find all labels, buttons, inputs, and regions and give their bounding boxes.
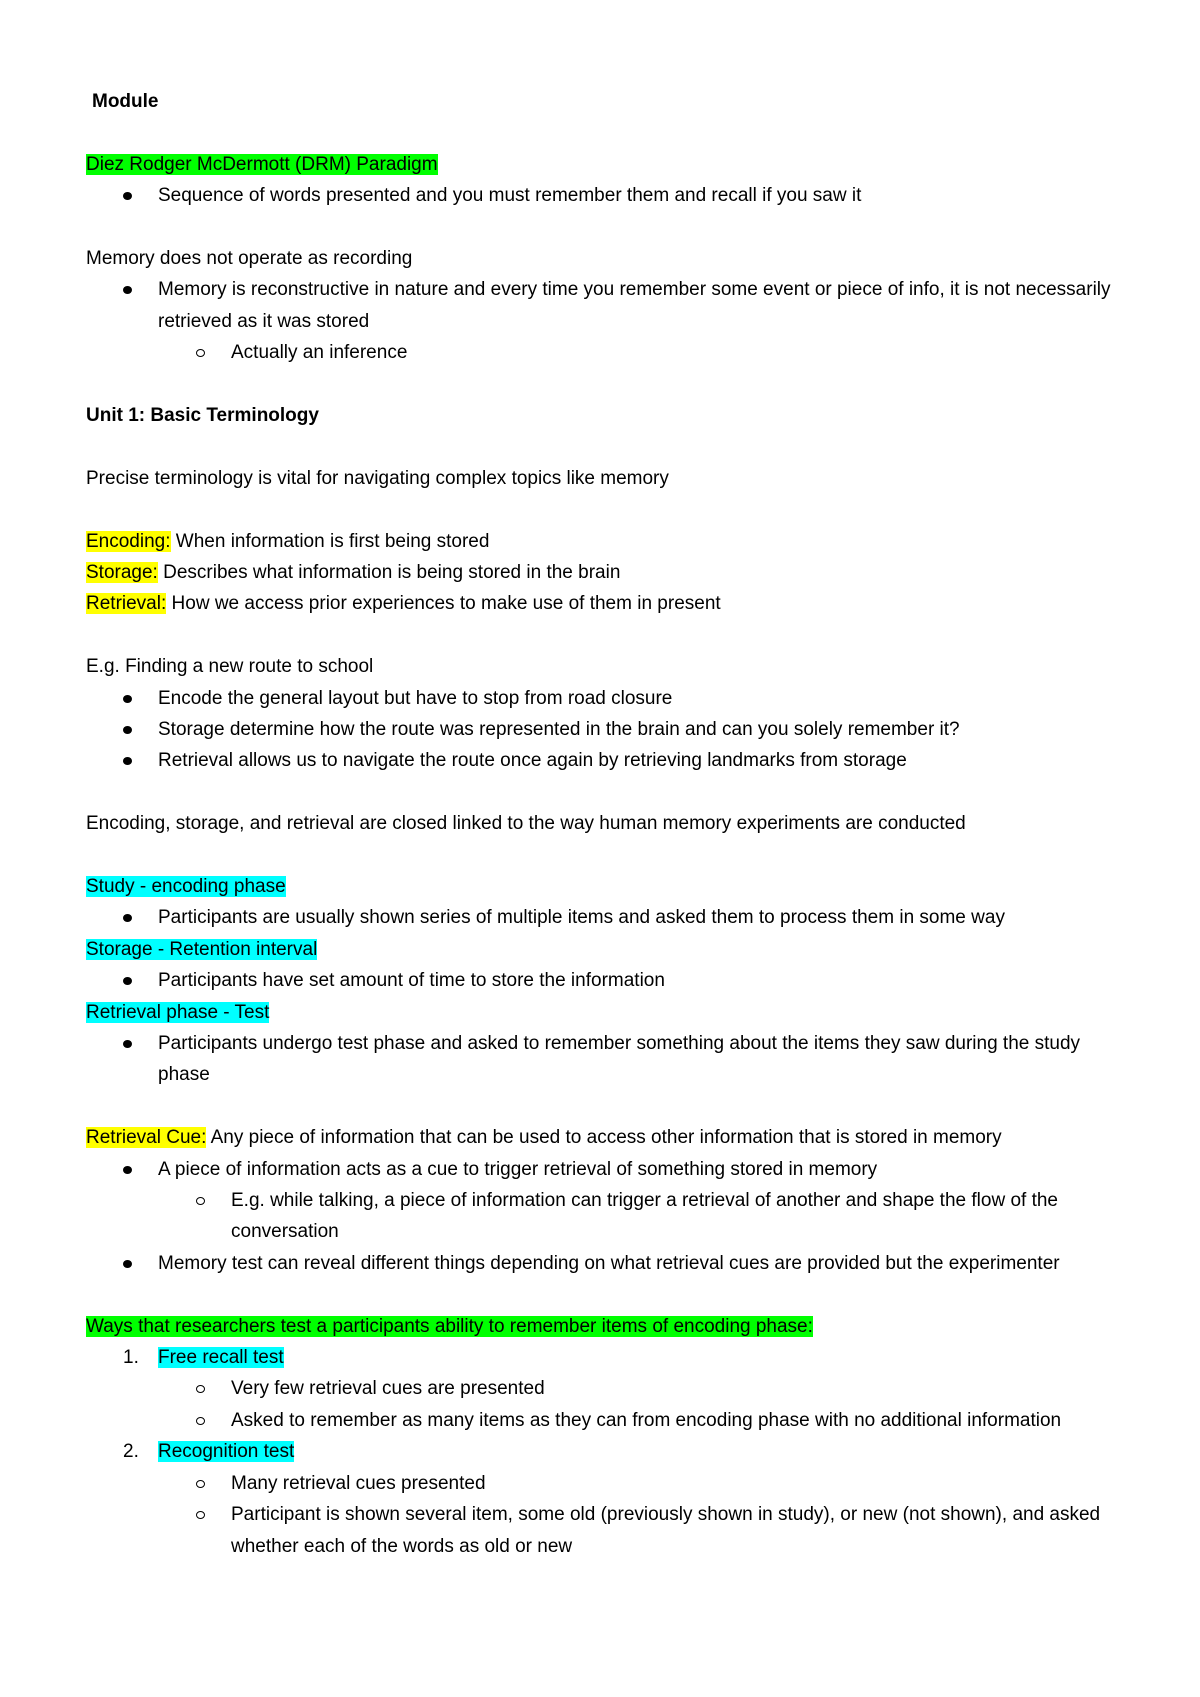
numbered-sub-bullet xyxy=(86,1405,1126,1436)
retrieval-cue-sub-bullet xyxy=(86,1185,1126,1248)
blank-line xyxy=(86,494,1126,525)
drm-heading-text: Diez Rodger McDermott (DRM) Paradigm xyxy=(86,153,438,175)
phase-heading-text: Storage - Retention interval xyxy=(86,938,318,960)
example-bullet-text: Retrieval allows us to navigate the route once again by retrieving landmarks from storage xyxy=(158,750,907,772)
numbered-sub-bullet xyxy=(86,1499,1126,1562)
numbered-item-recognition xyxy=(86,1436,1126,1467)
drm-heading xyxy=(86,149,1126,180)
blank-line xyxy=(86,620,1126,651)
retrieval-cue-bullet xyxy=(86,1248,1126,1279)
term-definition: Any piece of information that can be used to access other information that is stored in memory xyxy=(206,1127,1002,1149)
example-bullet-text: Storage determine how the route was represented in the brain and can you solely remember it? xyxy=(158,719,960,741)
example-bullet xyxy=(86,714,1126,745)
bullet-dot-icon xyxy=(123,757,132,765)
example-bullet-text: Encode the general layout but have to stop from road closure xyxy=(158,687,673,709)
bullet-dot-icon xyxy=(123,914,132,922)
term-label: Retrieval Cue: xyxy=(86,1127,207,1149)
bullet-dot-icon xyxy=(123,1166,132,1174)
unit-heading: Unit 1: Basic Terminology xyxy=(86,405,319,426)
example-heading: E.g. Finding a new route to school xyxy=(86,656,374,678)
phase-bullet-text: Participants undergo test phase and asked to remember something about the items they saw during the study phase xyxy=(158,1033,1081,1086)
memory-heading: Memory does not operate as recording xyxy=(86,247,413,269)
bullet-dot-icon xyxy=(123,1040,132,1048)
phase-bullet xyxy=(86,965,1126,996)
phase-bullet-text: Participants are usually shown series of multiple items and asked them to process them in some way xyxy=(158,907,1005,929)
numbered-sub-text: Very few retrieval cues are presented xyxy=(231,1378,545,1400)
list-number: 1. xyxy=(123,1347,139,1369)
example-bullet xyxy=(86,683,1126,714)
list-number: 2. xyxy=(123,1441,139,1463)
retrieval-cue-sub-text: E.g. while talking, a piece of information can trigger a retrieval of another and shape the flow of the conversation xyxy=(231,1190,1058,1243)
numbered-sub-bullet xyxy=(86,1468,1126,1499)
example-bullet xyxy=(86,745,1126,776)
bullet-dot-icon xyxy=(123,1260,132,1268)
memory-sub-text: Actually an inference xyxy=(231,342,408,364)
numbered-sub-bullet xyxy=(86,1373,1126,1404)
numbered-item-free-recall xyxy=(86,1342,1126,1373)
term-definition: How we access prior experiences to make use of them in present xyxy=(166,593,721,615)
hollow-circle-icon xyxy=(196,1417,205,1425)
numbered-sub-text: Many retrieval cues presented xyxy=(231,1472,486,1494)
page-title: Module xyxy=(92,91,159,112)
numbered-sub-text: Asked to remember as many items as they can from encoding phase with no additional information xyxy=(231,1409,1062,1431)
phase-heading-text: Study - encoding phase xyxy=(86,876,286,898)
blank-line xyxy=(86,212,1126,243)
numbered-item-label: Recognition test xyxy=(158,1441,295,1463)
retrieval-cue-definition xyxy=(86,1122,1126,1153)
numbered-sub-text: Participant is shown several item, some old (previously shown in study), or new (not shown), and asked whether each of the words as old or new xyxy=(231,1504,1101,1557)
drm-bullet-text: Sequence of words presented and you must remember them and recall if you saw it xyxy=(158,185,862,207)
bullet-dot-icon xyxy=(123,695,132,703)
memory-bullet xyxy=(86,274,1126,337)
phase-bullet xyxy=(86,1028,1126,1091)
unit-intro: Precise terminology is vital for navigating complex topics like memory xyxy=(86,467,669,489)
hollow-circle-icon xyxy=(196,349,205,357)
blank-line xyxy=(86,1091,1126,1122)
linked-paragraph: Encoding, storage, and retrieval are closed linked to the way human memory experiments are conducted xyxy=(86,813,966,835)
document-body xyxy=(86,86,1126,1562)
blank-line xyxy=(86,1279,1126,1310)
hollow-circle-icon xyxy=(196,1480,205,1488)
term-retrieval xyxy=(86,588,1126,619)
bullet-dot-icon xyxy=(123,286,132,294)
phase-bullet xyxy=(86,902,1126,933)
phase-heading-retrieval xyxy=(86,997,1126,1028)
bullet-dot-icon xyxy=(123,726,132,734)
bullet-dot-icon xyxy=(123,977,132,985)
phase-heading-study xyxy=(86,871,1126,902)
term-storage xyxy=(86,557,1126,588)
phase-heading-text: Retrieval phase - Test xyxy=(86,1001,270,1023)
drm-bullet xyxy=(86,180,1126,211)
hollow-circle-icon xyxy=(196,1197,205,1205)
phase-heading-storage xyxy=(86,934,1126,965)
term-definition: When information is first being stored xyxy=(170,530,490,552)
term-definition: Describes what information is being stored in the brain xyxy=(157,562,621,583)
term-label: Retrieval: xyxy=(86,593,167,615)
blank-line xyxy=(86,431,1126,462)
bullet-dot-icon xyxy=(123,192,132,200)
blank-line xyxy=(86,777,1126,808)
memory-sub-bullet xyxy=(86,337,1126,368)
hollow-circle-icon xyxy=(196,1511,205,1519)
numbered-item-label: Free recall test xyxy=(158,1347,284,1369)
term-label: Encoding: xyxy=(86,530,171,552)
ways-heading-text: Ways that researchers test a participants ability to remember items of encoding phase: xyxy=(86,1315,813,1337)
ways-heading xyxy=(86,1311,1126,1342)
memory-bullet-text: Memory is reconstructive in nature and every time you remember some event or piece of info, it is not necessarily retrieved as it was stored xyxy=(158,279,1111,332)
term-label: Storage: xyxy=(86,562,158,583)
blank-line xyxy=(86,840,1126,871)
retrieval-cue-bullet-text: Memory test can reveal different things depending on what retrieval cues are provided but the experimenter xyxy=(158,1252,1060,1274)
hollow-circle-icon xyxy=(196,1385,205,1393)
blank-line xyxy=(86,117,1126,148)
blank-line xyxy=(86,369,1126,400)
retrieval-cue-bullet-text: A piece of information acts as a cue to trigger retrieval of something stored in memory xyxy=(158,1158,878,1180)
term-encoding xyxy=(86,526,1126,557)
retrieval-cue-bullet xyxy=(86,1154,1126,1185)
phase-bullet-text: Participants have set amount of time to store the information xyxy=(158,970,665,992)
